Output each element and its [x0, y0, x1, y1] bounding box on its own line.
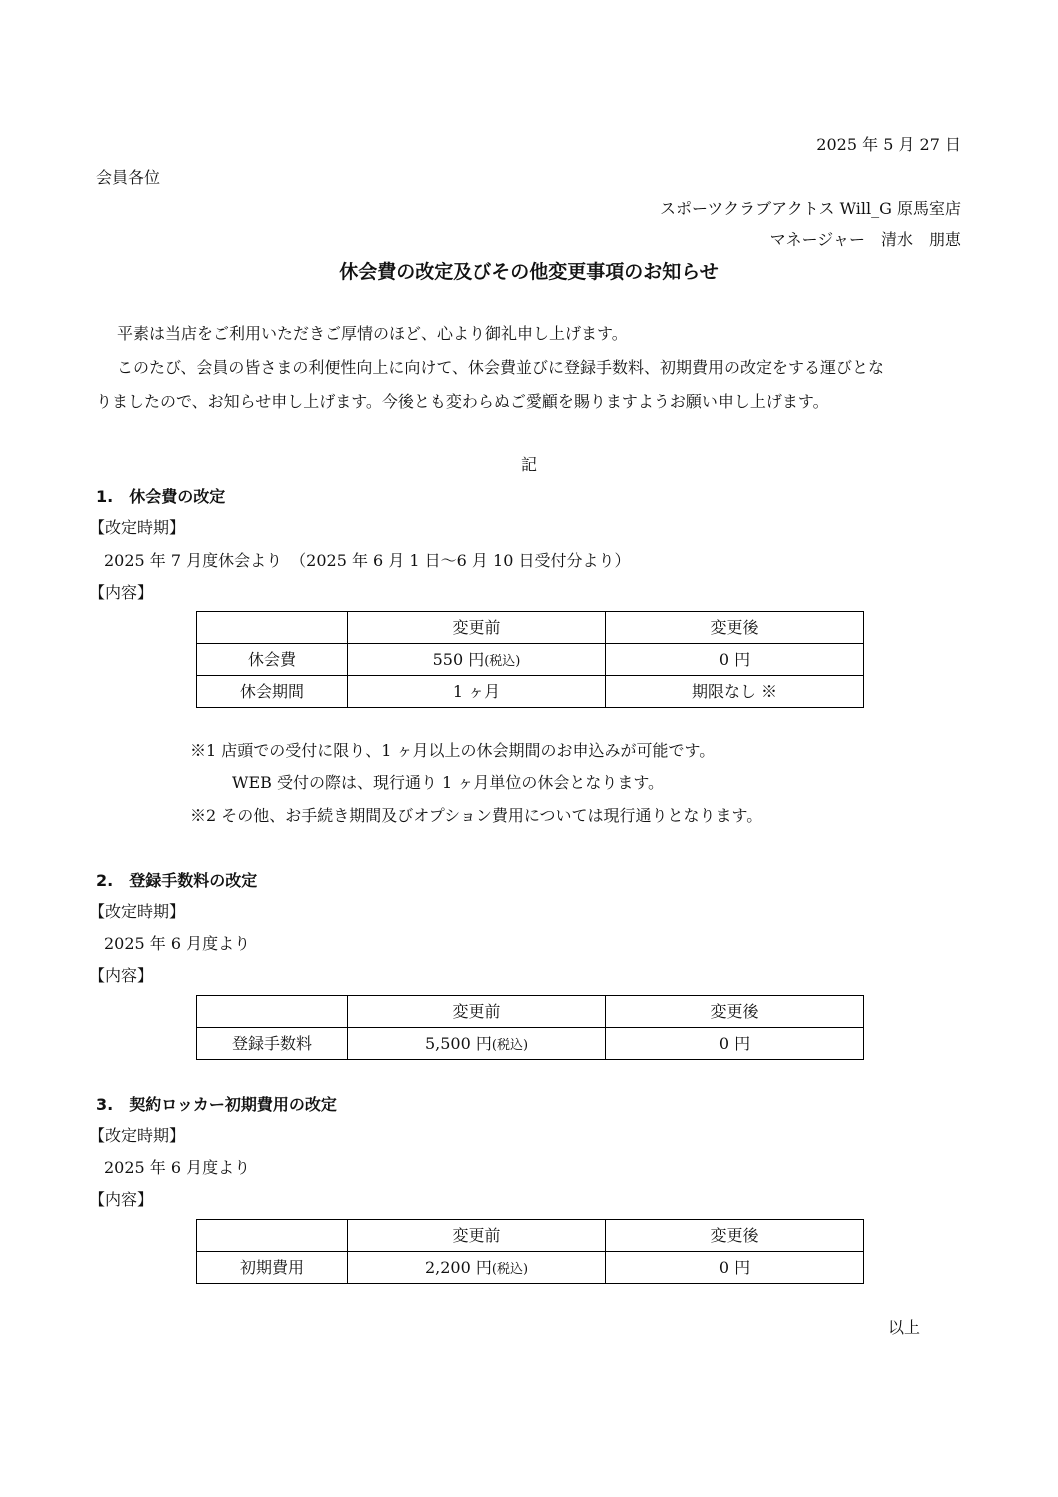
body-line-1: 平素は当店をご利用いただきご厚情のほど、心より御礼申し上げます。 — [117, 324, 628, 343]
table-row — [197, 644, 864, 676]
section-1-note-2: ※2 その他、お手続き期間及びオプション費用については現行通りとなります。 — [190, 806, 763, 825]
table-header-row — [197, 612, 864, 644]
table-header-cell — [197, 1220, 348, 1252]
ki-heading: 記 — [520, 455, 537, 474]
section-2-timing: 2025 年 6 月度より — [104, 934, 251, 953]
table-header-cell: 変更後 — [606, 996, 864, 1028]
sender-person: マネージャー 清水 朋恵 — [769, 230, 961, 249]
row-label: 登録手数料 — [197, 1028, 348, 1060]
value-before — [348, 676, 606, 708]
document-date: 2025 年 5 月 27 日 — [816, 135, 961, 154]
row-label: 初期費用 — [197, 1252, 348, 1284]
section-3-content-label: 【内容】 — [89, 1190, 154, 1209]
value-before — [348, 1252, 606, 1284]
section-1-heading: 1. 休会費の改定 — [96, 487, 226, 506]
section-1-note-1: ※1 店頭での受付に限り、1 ヶ月以上の休会期間のお申込みが可能です。 — [190, 741, 716, 760]
table-row — [197, 1252, 864, 1284]
section-3-timing: 2025 年 6 月度より — [104, 1158, 251, 1177]
value-after: 0 円 — [606, 1028, 864, 1060]
section-2-heading: 2. 登録手数料の改定 — [96, 871, 258, 890]
section-1-table — [196, 611, 864, 708]
value-after: 0 円 — [606, 1252, 864, 1284]
section-1-note-1-cont: WEB 受付の際は、現行通り 1 ヶ月単位の休会となります。 — [232, 773, 665, 792]
sender-organization: スポーツクラブアクトス Will_G 原馬室店 — [659, 199, 961, 218]
section-1-timing: 2025 年 7 月度休会より （2025 年 6 月 1 日～6 月 10 日受付分より） — [104, 551, 631, 570]
value-before-amount: 1 ヶ月 — [452, 681, 501, 701]
section-3-heading: 3. 契約ロッカー初期費用の改定 — [96, 1095, 337, 1114]
body-line-2: このたび、会員の皆さまの利便性向上に向けて、休会費並びに登録手数料、初期費用の改定をする運びとな — [117, 358, 885, 377]
section-3-table — [196, 1219, 864, 1284]
document-title: 休会費の改定及びその他変更事項のお知らせ — [339, 261, 719, 283]
section-1-content-label: 【内容】 — [89, 583, 154, 602]
value-after: 0 円 — [606, 644, 864, 676]
section-2-content-label: 【内容】 — [89, 966, 154, 985]
section-3-timing-label: 【改定時期】 — [89, 1126, 186, 1145]
row-label: 休会期間 — [197, 676, 348, 708]
value-after: 期限なし ※ — [606, 676, 864, 708]
table-header-row — [197, 996, 864, 1028]
tax-note: (税込) — [484, 653, 521, 669]
closing-mark: 以上 — [888, 1318, 921, 1337]
table-header-cell: 変更前 — [348, 1220, 606, 1252]
table-header-cell: 変更後 — [606, 612, 864, 644]
table-header-cell — [197, 612, 348, 644]
table-row — [197, 676, 864, 708]
body-line-3: りましたので、お知らせ申し上げます。今後とも変わらぬご愛顧を賜りますようお願い申し上げます。 — [96, 392, 829, 411]
table-row — [197, 1028, 864, 1060]
table-header-row — [197, 1220, 864, 1252]
table-header-cell: 変更前 — [348, 996, 606, 1028]
value-before-amount: 550 円 — [432, 649, 485, 669]
section-2-timing-label: 【改定時期】 — [89, 902, 186, 921]
section-2-table — [196, 995, 864, 1060]
value-before — [348, 1028, 606, 1060]
table-header-cell: 変更後 — [606, 1220, 864, 1252]
table-header-cell: 変更前 — [348, 612, 606, 644]
value-before-amount: 5,500 円 — [424, 1033, 492, 1053]
value-before — [348, 644, 606, 676]
tax-note: (税込) — [491, 1261, 529, 1277]
table-header-cell — [197, 996, 348, 1028]
section-1-timing-label: 【改定時期】 — [89, 518, 186, 537]
recipient: 会員各位 — [96, 168, 161, 187]
tax-note: (税込) — [491, 1037, 529, 1053]
value-before-amount: 2,200 円 — [424, 1257, 492, 1277]
row-label: 休会費 — [197, 644, 348, 676]
